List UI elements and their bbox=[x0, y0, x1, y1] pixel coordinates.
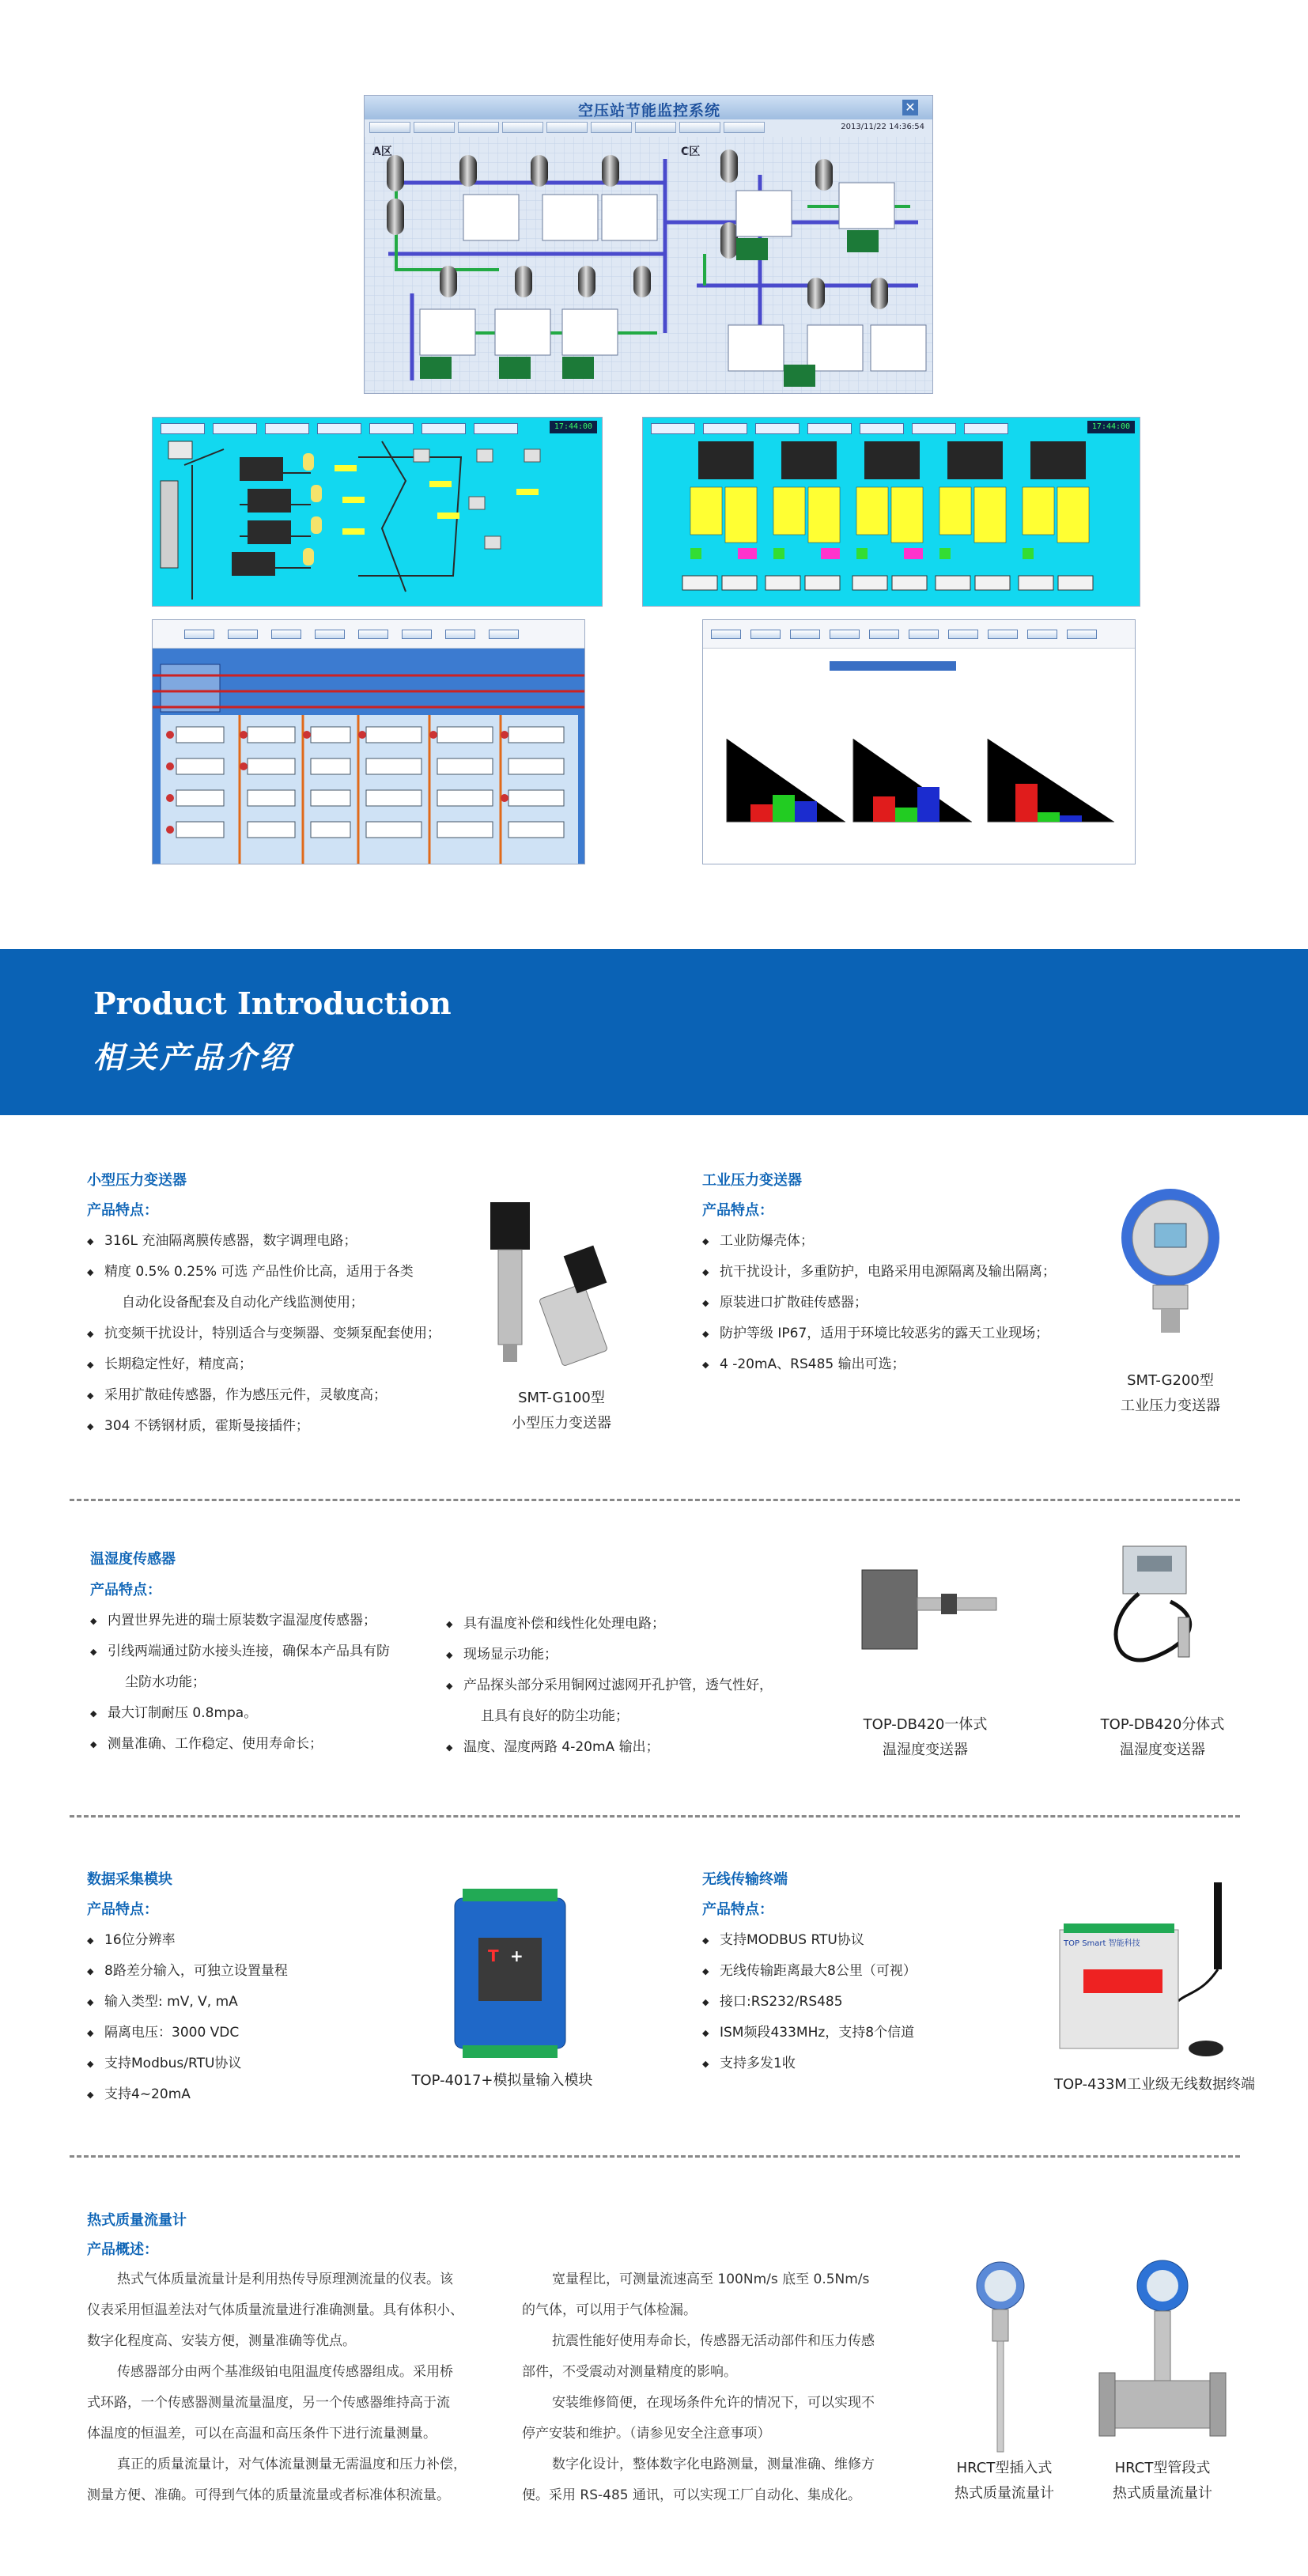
station-grid-diagram bbox=[153, 620, 585, 864]
banner-title-en: Product Introduction bbox=[93, 985, 452, 1021]
chart-bar bbox=[895, 808, 917, 822]
product-caption bbox=[1079, 2456, 1246, 2506]
caption-type: 温湿度变送器 bbox=[883, 1742, 968, 1758]
list-item: ◆ 工业防爆壳体； bbox=[702, 1226, 1056, 1257]
product-name: 温湿度传感器 bbox=[90, 1551, 176, 1568]
close-icon: ✕ bbox=[902, 100, 918, 115]
paragraph-line: 抗震性能好使用寿命长，传感器无活动部件和压力传感 bbox=[552, 2333, 875, 2349]
paragraph-line: 测量方便、准确。可得到气体的质量流量或者标准体积流量。 bbox=[87, 2487, 450, 2503]
section-banner bbox=[0, 949, 1308, 1115]
product-caption: TOP-433M工业级无线数据终端 bbox=[1053, 2076, 1255, 2093]
chart-bar bbox=[773, 795, 795, 822]
pressure-transmitter-image bbox=[474, 1194, 633, 1384]
list-item: ◆ 测量准确、工作稳定、使用寿命长； bbox=[90, 1729, 390, 1760]
overview-left-column bbox=[87, 2264, 467, 2511]
list-item: ◆ 现场显示功能； bbox=[446, 1640, 773, 1670]
industrial-transmitter-image bbox=[1091, 1182, 1249, 1341]
screen-clock: 17:44:00 bbox=[550, 421, 597, 433]
caption-model: HRCT型管段式 bbox=[1114, 2460, 1211, 2476]
scada-pipeline-diagram bbox=[365, 96, 933, 394]
list-item: ◆ 接口:RS232/RS485 bbox=[702, 1987, 917, 2018]
chart-bar bbox=[1038, 812, 1060, 822]
feature-header: 产品特点： bbox=[87, 1901, 158, 1918]
list-item: ◆ 304 不锈钢材质，霍斯曼接插件； bbox=[87, 1411, 440, 1442]
list-item: ◆ ISM频段433MHz，支持8个信道 bbox=[702, 2018, 917, 2048]
paragraph-line: 数字化程度高、安装方便，测量准确等优点。 bbox=[87, 2333, 356, 2349]
product-name: 小型压力变送器 bbox=[87, 1172, 187, 1189]
feature-header: 产品特点： bbox=[87, 1202, 158, 1219]
list-item: ◆ 支持多发1收 bbox=[702, 2048, 917, 2079]
scada-title: 空压站节能监控系统 bbox=[578, 102, 721, 119]
list-item: ◆ 温度、湿度两路 4-20mA 输出； bbox=[446, 1732, 773, 1763]
product-caption: TOP-4017+模拟量输入模块 bbox=[411, 2072, 593, 2089]
paragraph-line: 传感器部分由两个基准级铂电阻温度传感器组成。采用桥 bbox=[117, 2364, 453, 2380]
list-item: ◆ 原装进口扩散硅传感器； bbox=[702, 1288, 1056, 1318]
chart-bar bbox=[1015, 784, 1038, 822]
paragraph-line: 体温度的恒温差，可以在高温和高压条件下进行流量测量。 bbox=[87, 2426, 437, 2442]
paragraph-line: 宽量程比，可测量流速高至 100Nm/s 底至 0.5Nm/s bbox=[552, 2271, 870, 2287]
list-item: ◆ 采用扩散硅传感器，作为感压元件，灵敏度高； bbox=[87, 1380, 440, 1411]
paragraph-line: 热式气体质量流量计是利用热传导原理测流量的仪表。该 bbox=[117, 2271, 453, 2287]
feature-list bbox=[87, 1925, 288, 2110]
compressor-units-screenshot bbox=[642, 417, 1140, 607]
product-caption bbox=[1068, 1712, 1257, 1763]
caption-model: TOP-DB420分体式 bbox=[1100, 1716, 1225, 1733]
caption-model: HRCT型插入式 bbox=[956, 2460, 1053, 2476]
list-item: ◆ 316L 充油隔离膜传感器，数字调理电路； bbox=[87, 1226, 440, 1257]
screen-clock: 17:44:00 bbox=[1087, 421, 1135, 433]
feature-header: 产品特点： bbox=[702, 1202, 773, 1219]
list-item: ◆ 隔离电压：3000 VDC bbox=[87, 2018, 288, 2048]
data-acquisition-module-image bbox=[439, 1882, 581, 2064]
list-item: ◆ 防护等级 IP67，适用于环境比较恶劣的露天工业现场； bbox=[702, 1318, 1056, 1349]
insertion-flowmeter-image bbox=[953, 2254, 1048, 2460]
product-caption bbox=[838, 1712, 1012, 1763]
product-caption bbox=[1083, 1368, 1257, 1419]
svg-text:T: T bbox=[488, 1946, 499, 1965]
list-item: ◆ 引线两端通过防水接头连接，确保本产品具有防 bbox=[90, 1636, 390, 1667]
product-caption bbox=[474, 1386, 648, 1436]
chart-bar bbox=[873, 796, 895, 822]
scada-screenshot bbox=[364, 95, 933, 394]
bar-chart-screenshot bbox=[702, 619, 1136, 864]
scada-datetime: 2013/11/22 14:36:54 bbox=[841, 123, 924, 131]
chart-bar bbox=[1060, 815, 1082, 822]
list-item: ◆ 产品探头部分采用铜网过滤网开孔护管，透气性好， bbox=[446, 1670, 773, 1701]
section-divider bbox=[70, 2155, 1240, 2158]
pipe-section-flowmeter-image bbox=[1091, 2254, 1234, 2460]
paragraph-line: 停产安装和维护。（请参见安全注意事项） bbox=[522, 2426, 771, 2442]
svg-text:+: + bbox=[510, 1946, 524, 1965]
chart-bar bbox=[795, 801, 817, 822]
feature-list bbox=[87, 1226, 440, 1442]
list-item: ◆ 抗变频干扰设计，特别适合与变频器、变频泵配套使用； bbox=[87, 1318, 440, 1349]
product-caption bbox=[925, 2456, 1083, 2506]
list-item: ◆ 支持Modbus/RTU协议 bbox=[87, 2048, 288, 2079]
paragraph-line: 数字化设计，整体数字化电路测量，测量准确、维修方 bbox=[552, 2457, 875, 2472]
paragraph-line: 部件，不受震动对测量精度的影响。 bbox=[522, 2364, 737, 2380]
compressor-flow-diagram bbox=[153, 418, 603, 607]
list-item: ◆ 抗干扰设计，多重防护，电路采用电源隔离及输出隔离； bbox=[702, 1257, 1056, 1288]
list-item: ◆ 长期稳定性好，精度高； bbox=[87, 1349, 440, 1380]
humidity-sensor-split-image bbox=[1083, 1538, 1242, 1697]
list-item: ◆ 精度 0.5% 0.25% 可选 产品性价比高，适用于各类 bbox=[87, 1257, 440, 1288]
device-brand-label: TOP Smart 智能科技 bbox=[1064, 1939, 1140, 1948]
compressor-flow-screenshot bbox=[152, 417, 603, 607]
list-item: ◆ 支持4~20mA bbox=[87, 2079, 288, 2110]
compressor-units-diagram bbox=[643, 418, 1140, 607]
product-name: 热式质量流量计 bbox=[87, 2212, 187, 2229]
paragraph-line: 便。采用 RS-485 通讯，可以实现工厂自动化、集成化。 bbox=[522, 2487, 861, 2503]
list-item: ◆ 4 -20mA、RS485 输出可选； bbox=[702, 1349, 1056, 1380]
station-grid-screenshot bbox=[152, 619, 585, 864]
list-item: ◆ 16位分辨率 bbox=[87, 1925, 288, 1956]
paragraph-line: 式环路，一个传感器测量流量温度，另一个传感器维持高于流 bbox=[87, 2395, 450, 2411]
list-item: ◆ 输入类型: mV, V, mA bbox=[87, 1987, 288, 2018]
product-name: 无线传输终端 bbox=[702, 1871, 788, 1888]
chart-bar bbox=[917, 787, 939, 822]
list-item: ◆ 内置世界先进的瑞士原装数字温湿度传感器； bbox=[90, 1606, 390, 1636]
paragraph-line: 真正的质量流量计，对气体流量测量无需温度和压力补偿， bbox=[117, 2457, 467, 2472]
list-item: 尘防水功能； bbox=[125, 1674, 206, 1690]
humidity-sensor-integrated-image bbox=[846, 1554, 1004, 1673]
product-name: 工业压力变送器 bbox=[702, 1172, 802, 1189]
bar-chart-area bbox=[703, 620, 1136, 864]
list-item: 且具有良好的防尘功能； bbox=[481, 1708, 629, 1724]
product-name: 数据采集模块 bbox=[87, 1871, 172, 1888]
feature-list bbox=[702, 1226, 1056, 1380]
feature-list-right bbox=[446, 1609, 773, 1763]
list-item: ◆ 具有温度补偿和线性化处理电路； bbox=[446, 1609, 773, 1640]
list-item: 自动化设备配套及自动化产线监测使用； bbox=[122, 1295, 364, 1311]
feature-header: 产品特点： bbox=[702, 1901, 773, 1918]
caption-type: 热式质量流量计 bbox=[955, 2485, 1054, 2502]
caption-type: 温湿度变送器 bbox=[1120, 1742, 1205, 1758]
list-item: ◆ 8路差分输入，可独立设置量程 bbox=[87, 1956, 288, 1987]
paragraph-line: 安装维修简便，在现场条件允许的情况下，可以实现不 bbox=[552, 2395, 875, 2411]
caption-model: SMT-G200型 bbox=[1127, 1372, 1214, 1389]
caption-type: 热式质量流量计 bbox=[1113, 2485, 1212, 2502]
overview-header: 产品概述： bbox=[87, 2241, 158, 2258]
paragraph-line: 仪表采用恒温差法对气体质量流量进行准确测量。具有体积小、 bbox=[87, 2302, 463, 2318]
wireless-terminal-image bbox=[1044, 1874, 1273, 2088]
list-item: ◆ 无线传输距离最大8公里（可视） bbox=[702, 1956, 917, 1987]
caption-model: SMT-G100型 bbox=[518, 1390, 605, 1406]
list-item: ◆ 支持MODBUS RTU协议 bbox=[702, 1925, 917, 1956]
caption-type: 工业压力变送器 bbox=[1121, 1398, 1220, 1414]
overview-right-column bbox=[522, 2264, 875, 2511]
feature-list bbox=[702, 1925, 917, 2079]
list-item: ◆ 最大订制耐压 0.8mpa。 bbox=[90, 1698, 390, 1729]
caption-model: TOP-DB420一体式 bbox=[863, 1716, 988, 1733]
section-divider bbox=[70, 1815, 1240, 1818]
chart-bar bbox=[750, 804, 773, 822]
paragraph-line: 的气体，可以用于气体检漏。 bbox=[522, 2302, 697, 2318]
feature-list-left bbox=[90, 1606, 390, 1760]
banner-title-cn: 相关产品介绍 bbox=[93, 1040, 293, 1075]
section-divider bbox=[70, 1499, 1240, 1501]
feature-header: 产品特点： bbox=[90, 1582, 161, 1598]
caption-type: 小型压力变送器 bbox=[512, 1415, 611, 1432]
